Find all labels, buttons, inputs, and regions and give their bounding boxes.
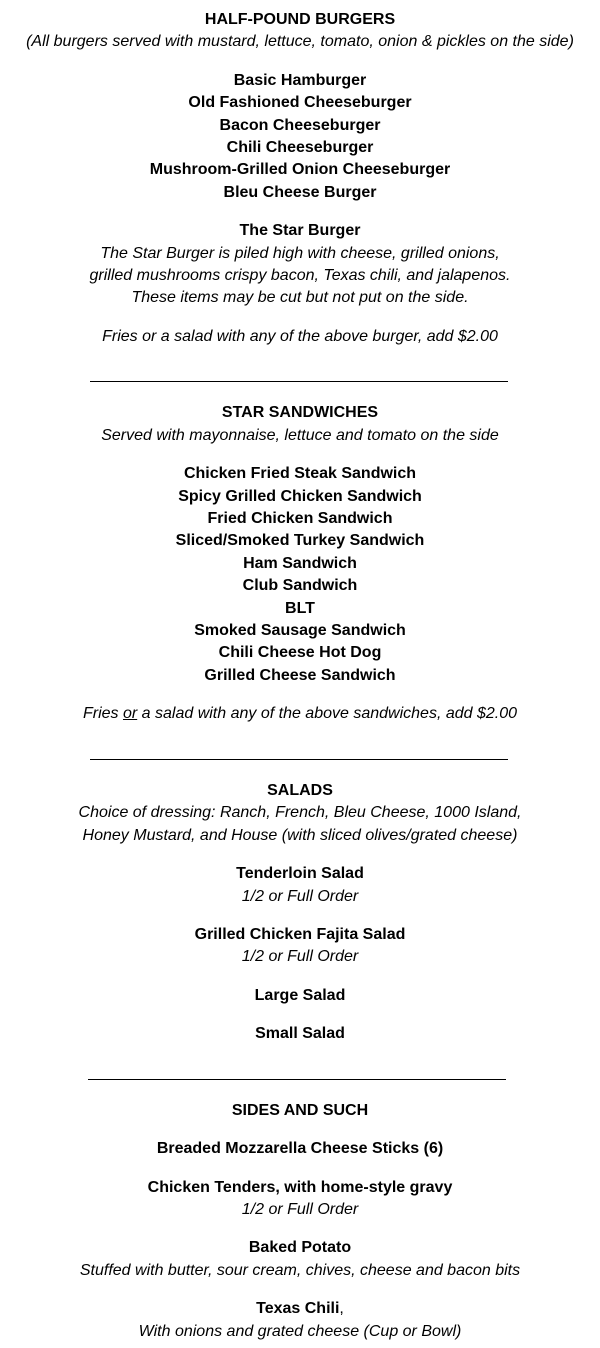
sides-title: SIDES AND SUCH (231, 1102, 369, 1119)
sandwich-item: Ham Sandwich (243, 555, 357, 572)
sandwich-item: Chili Cheese Hot Dog (218, 644, 382, 661)
salad-item-detail: 1/2 or Full Order (241, 948, 359, 965)
sandwich-item: Smoked Sausage Sandwich (194, 622, 406, 639)
side-item-name: Texas Chili (256, 1300, 340, 1317)
burger-item: Old Fashioned Cheeseburger (188, 94, 412, 111)
star-burger-title: The Star Burger (239, 222, 361, 239)
salad-item: Tenderloin Salad (236, 865, 364, 882)
burger-item: Chili Cheeseburger (226, 139, 374, 156)
sandwiches-note: Served with mayonnaise, lettuce and tomato on the side (101, 427, 499, 444)
sandwich-item: BLT (285, 600, 315, 617)
salads-note: Honey Mustard, and House (with sliced olives/grated cheese) (82, 827, 518, 844)
star-burger-desc: grilled mushrooms crispy bacon, Texas chili, and jalapenos. (89, 267, 511, 284)
burgers-note: (All burgers served with mustard, lettuce, tomato, onion & pickles on the side) (26, 33, 574, 50)
star-burger-desc: These items may be cut but not put on the side. (131, 289, 469, 306)
divider (88, 1079, 506, 1080)
sandwich-item: Club Sandwich (242, 577, 358, 594)
sandwich-item: Grilled Cheese Sandwich (204, 667, 396, 684)
sandwiches-title: STAR SANDWICHES (221, 404, 379, 421)
salad-item: Grilled Chicken Fajita Salad (194, 926, 406, 943)
burger-item: Mushroom-Grilled Onion Cheeseburger (149, 161, 451, 178)
sandwich-item: Chicken Fried Steak Sandwich (183, 465, 417, 482)
side-item: Breaded Mozzarella Cheese Sticks (6) (156, 1140, 444, 1157)
sandwich-addon (0, 703, 600, 725)
salad-item: Large Salad (254, 987, 346, 1004)
burger-item: Basic Hamburger (233, 72, 367, 89)
side-item-suffix: , (339, 1300, 344, 1317)
divider (90, 759, 508, 760)
burger-item: Bleu Cheese Burger (223, 184, 377, 201)
side-item-detail: With onions and grated cheese (Cup or Bowl) (138, 1323, 462, 1340)
sandwich-addon-pre: Fries (82, 705, 123, 722)
side-item: Baked Potato (248, 1239, 352, 1256)
sandwich-item: Spicy Grilled Chicken Sandwich (178, 488, 422, 505)
sandwich-item: Sliced/Smoked Turkey Sandwich (175, 532, 425, 549)
star-burger-desc: The Star Burger is piled high with cheese, grilled onions, (100, 245, 500, 262)
burger-item: Bacon Cheeseburger (219, 117, 381, 134)
side-item: Chicken Tenders, with home-style gravy (147, 1179, 453, 1196)
salad-item-detail: 1/2 or Full Order (241, 888, 359, 905)
sandwich-addon-post: a salad with any of the above sandwiches, add $2.00 (137, 705, 518, 722)
divider (90, 381, 508, 382)
sandwich-addon-or: or (122, 705, 138, 722)
salads-note: Choice of dressing: Ranch, French, Bleu Cheese, 1000 Island, (78, 804, 522, 821)
side-item (0, 1298, 600, 1320)
salads-title: SALADS (267, 782, 333, 799)
sandwich-item: Fried Chicken Sandwich (207, 510, 393, 527)
side-item-detail: Stuffed with butter, sour cream, chives, cheese and bacon bits (79, 1262, 521, 1279)
salad-item: Small Salad (255, 1025, 345, 1042)
side-item-detail: 1/2 or Full Order (241, 1201, 359, 1218)
burgers-title: HALF-POUND BURGERS (204, 11, 396, 28)
burger-addon: Fries or a salad with any of the above burger, add $2.00 (102, 328, 498, 345)
